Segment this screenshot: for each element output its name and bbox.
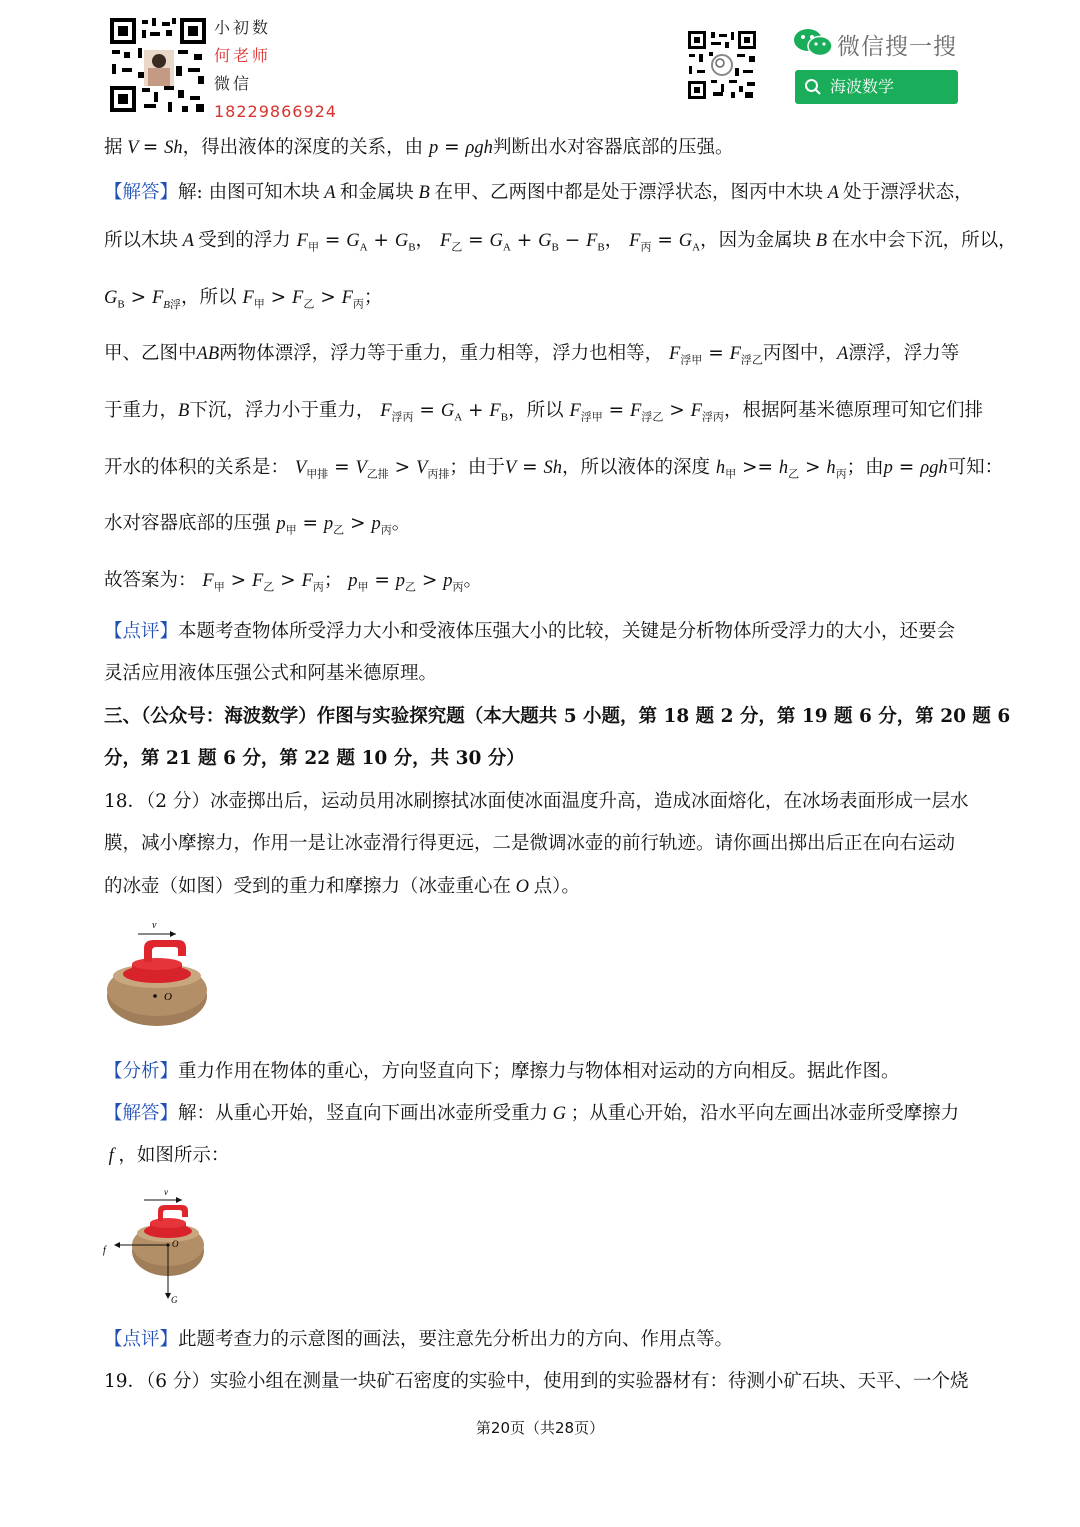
search-title: 微信搜一搜 [837,34,957,60]
search-button[interactable] [795,70,958,104]
qr-code-right [687,30,757,100]
header-phone: 18229866924 [214,102,337,121]
question-18-line-1: 18．（2 分）冰壶掷出后，运动员用冰刷擦拭冰面使冰面温度升高，造成冰面熔化，在冰场表面形成一层水 [104,791,969,812]
answer-18-tag: 【解答】 [104,1103,179,1124]
curling-stone-figure [104,918,210,1033]
answer-paragraph-1: 【解答】解: 由图可知木块 A 和金属块 B 在甲、乙两图中都是处于漂浮状态，图丙中木块 A 处于漂浮状态， [104,182,973,203]
answer-paragraph-2: 所以木块 A 受到的浮力 $F_甲 = G_A + G_B$， $F_乙 = G_A + G_B - F_B$， $F_丙 = G_A$，因为金属块 B 在水中会下沉，所以， [104,230,1017,254]
analysis-paragraph: 【分析】重力作用在物体的重心，方向竖直向下；摩擦力与物体相对运动的方向相反。据此作图。 [104,1061,900,1082]
answer-paragraph-6: 开水的体积的关系是： $V_{甲排} = V_{乙排} > V_{丙排}$；由于V = Sh，所以液体的深度 $h_甲 >= h_乙 > h_丙$；由p = ρgh可知： [104,457,1004,481]
comment-paragraph: 【点评】本题考查物体所受浮力大小和受液体压强大小的比较，关键是分析物体所受浮力的大小，还要会 [104,621,956,642]
section-3-heading-1: 三、（公众号：海波数学）作图与实验探究题（本大题共 5 小题，第 18 题 2 分，第 19 题 6 分，第 20 题 6 [104,706,1011,727]
final-answer: 故答案为： $F_甲 > F_乙 > F_丙$； $p_甲 = p_乙 > p_丙$。 [104,570,483,594]
header-line-2: 何老师 [214,46,272,65]
search-icon [804,78,822,96]
fig2-center-label: O [172,1239,179,1249]
fig1-center-label: O [164,991,172,1003]
paragraph-1: 据 V = Sh，得出液体的深度的关系，由 p = ρgh判断出水对容器底部的压强。 [104,137,734,158]
page-footer: 第20页（共28页） [475,1419,605,1437]
fig2-gravity-label: G [171,1295,178,1305]
fig1-velocity-label: v [152,920,157,931]
answer-tag: 【解答】 [104,182,179,203]
header-line-3: 微信 [214,74,253,93]
answer-paragraph-7: 水对容器底部的压强 $p_甲 = p_乙 > p_丙$。 [104,513,411,537]
search-button-label: 海波数学 [830,77,895,96]
qr-code-left [108,16,208,114]
header-line-1: 小初数 [214,18,272,37]
comment-paragraph-2: 灵活应用液体压强公式和阿基米德原理。 [104,663,438,684]
answer-paragraph-3: $G_B > F_{B浮}$，所以 $F_甲 > F_乙 > F_丙$； [104,287,383,311]
wechat-icon [793,26,833,60]
comment-18-tag: 【点评】 [104,1329,179,1350]
curling-stone-force-figure [100,1185,212,1307]
answer-paragraph-5: 于重力，B下沉，浮力小于重力， $F_{浮丙} = G_A + F_B$，所以 $F_{浮甲} = F_{浮乙} > F_{浮丙}$，根据阿基米德原理可知它们排 [104,400,983,424]
section-3-heading-2: 分，第 21 题 6 分，第 22 题 10 分，共 30 分） [104,748,525,769]
fig2-velocity-label: v [164,1187,168,1197]
question-18-line-3: 的冰壶（如图）受到的重力和摩擦力（冰壶重心在 O 点）。 [104,876,580,897]
answer-18-line-2: f ，如图所示： [104,1145,230,1166]
question-19-line-1: 19．（6 分）实验小组在测量一块矿石密度的实验中，使用到的实验器材有：待测小矿石块、天平、一个烧 [104,1371,969,1392]
comment-18-paragraph: 【点评】此题考查力的示意图的画法，要注意先分析出力的方向、作用点等。 [104,1329,734,1350]
analysis-tag: 【分析】 [104,1061,179,1082]
answer-paragraph-4: 甲、乙图中AB两物体漂浮，浮力等于重力，重力相等，浮力也相等， $F_{浮甲} = F_{浮乙}$丙图中，A漂浮，浮力等 [104,343,960,367]
fig2-friction-label: f [103,1245,106,1256]
question-18-line-2: 膜，减小摩擦力，作用一是让冰壶滑行得更远，二是微调冰壶的前行轨迹。请你画出掷出后正在向右运动 [104,833,956,854]
answer-18-line-1: 【解答】解：从重心开始，竖直向下画出冰壶所受重力 G ；从重心开始，沿水平向左画出冰壶所受摩擦力 [104,1103,960,1124]
comment-tag: 【点评】 [104,621,179,642]
